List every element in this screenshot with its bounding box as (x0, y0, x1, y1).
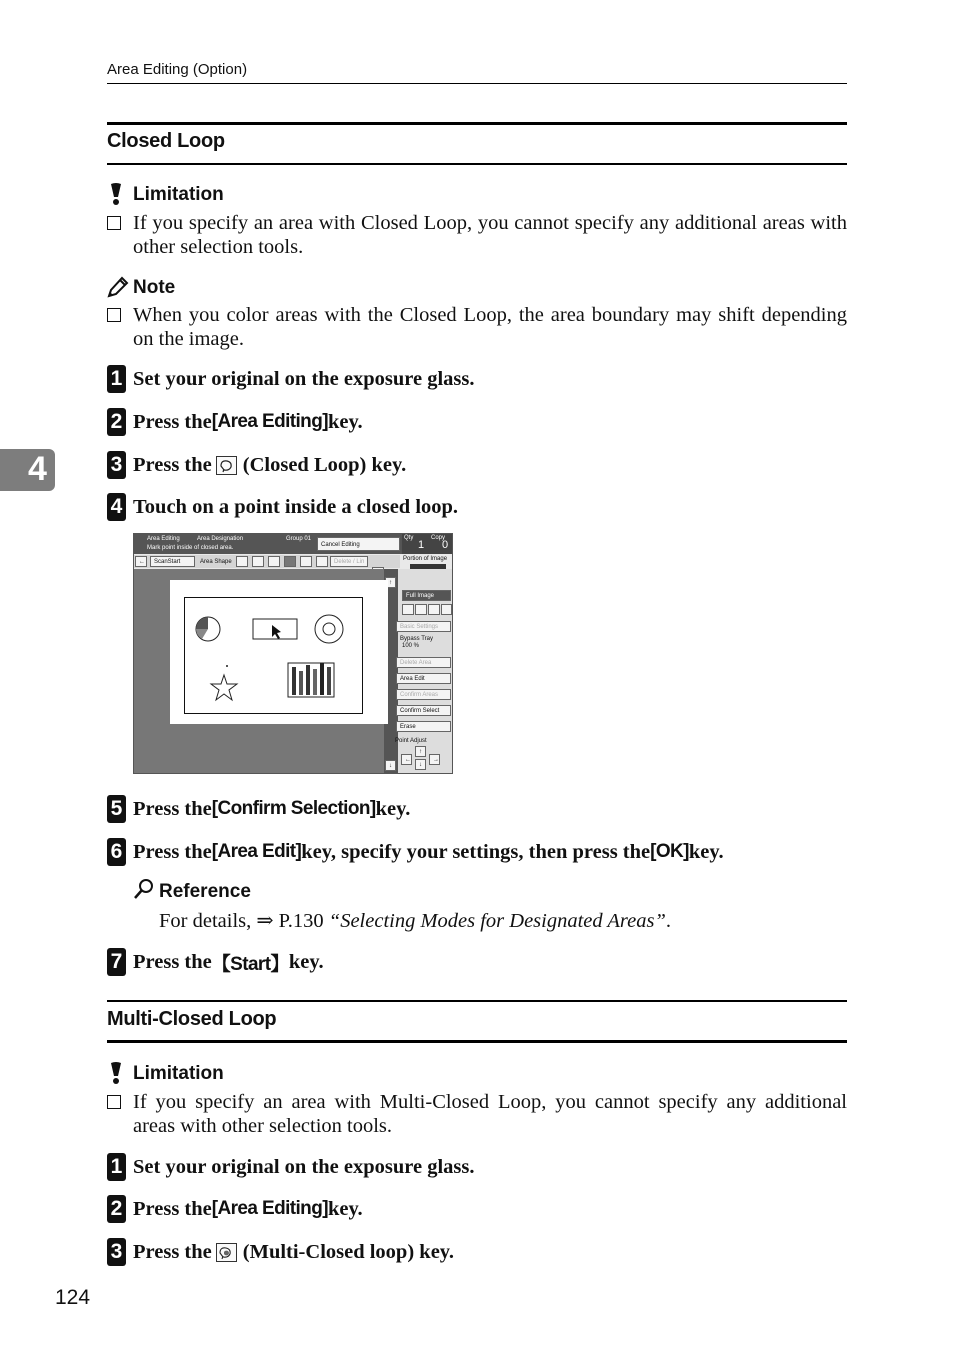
full-image-button[interactable]: Full Image (402, 590, 451, 601)
adjust-right-button[interactable]: → (429, 754, 440, 765)
section2-rule-top (107, 1000, 847, 1002)
step-4: 4 Touch on a point inside a closed loop. (107, 492, 458, 522)
hand-button[interactable] (441, 604, 452, 615)
running-head: Area Editing (Option) (107, 61, 248, 78)
step-1: 1 Set your original on the exposure glass. (107, 364, 475, 394)
line-tool-button[interactable] (316, 556, 328, 567)
limitation-item-2: If you specify an area with Multi-Closed Loop, you cannot specify any additional areas with other selection tools. (107, 1090, 847, 1138)
reference-header: Reference (133, 878, 251, 905)
s2-step-2: 2 Press the [Area Editing] key. (107, 1194, 363, 1224)
note-header: Note (107, 275, 175, 301)
closed-loop-tool-button[interactable] (284, 556, 296, 567)
checkbox-bullet-icon (107, 308, 121, 322)
reference-link[interactable]: “Selecting Modes for Designated Areas” (328, 910, 666, 932)
multi-closed-loop-key-icon (216, 1243, 237, 1262)
pan-button[interactable] (428, 604, 440, 615)
adjust-up-button[interactable]: ↑ (415, 746, 426, 757)
zoom-in-button[interactable] (415, 604, 427, 615)
exclamation-icon (107, 1062, 127, 1086)
checkbox-bullet-icon (107, 216, 121, 230)
scroll-down-button[interactable]: ↓ (385, 760, 396, 771)
adjust-left-button[interactable]: ← (401, 754, 412, 765)
basic-settings-button[interactable]: Basic Settings (396, 621, 451, 632)
erase-button[interactable]: Erase (396, 721, 451, 732)
operation-panel-screenshot: Area Editing Area Designation Group 01 Mark point inside of closed area. Cancel Editing Qty 1 Copy 0 ← ScanStart Area Shape Delete / Lin Portion of Image ↑ ↓ Full Image Basic Settings Bypass Tray 100 % Delete Area Area Edit Confirm Areas Confirm Select Erase Point Adjust ↑ ← ↓ → (133, 533, 453, 774)
chapter-tab: 4 (0, 449, 55, 491)
page-number: 124 (55, 1286, 91, 1309)
section-title-multi-closed-loop: Multi-Closed Loop (107, 1008, 277, 1030)
delete-area-button[interactable]: Delete Area (396, 657, 451, 668)
magnifier-icon (133, 878, 155, 905)
confirm-select-button[interactable]: Confirm Select (396, 705, 451, 716)
s2-step-1: 1 Set your original on the exposure glass. (107, 1152, 475, 1182)
zoom-out-button[interactable] (402, 604, 414, 615)
exclamation-icon (107, 183, 127, 207)
checkbox-bullet-icon (107, 1095, 121, 1109)
limitation-header: Limitation (107, 182, 224, 208)
scan-start-button[interactable]: ScanStart (150, 556, 195, 567)
pencil-icon (107, 276, 127, 300)
scroll-up-button[interactable]: ↑ (385, 577, 396, 588)
step-2: 2 Press the [Area Editing] key. (107, 407, 363, 437)
limitation-header-2: Limitation (107, 1061, 224, 1087)
step-7: 7 Press the 【Start】 key. (107, 947, 324, 977)
step-3: 3 Press the (Closed Loop) key. (107, 450, 406, 480)
step-5: 5 Press the [Confirm Selection] key. (107, 794, 410, 824)
confirm-areas-button[interactable]: Confirm Areas (396, 689, 451, 700)
note-item: When you color areas with the Closed Loop, the area boundary may shift depending on the image. (107, 303, 847, 351)
header-rule (107, 83, 847, 84)
document-preview (184, 597, 364, 715)
step-6: 6 Press the [Area Edit] key, specify your settings, then press the [OK] key. (107, 837, 724, 867)
scroll-left-button[interactable]: ← (135, 556, 147, 567)
section2-rule-bottom (107, 1040, 847, 1043)
multi-loop-tool-button[interactable] (300, 556, 312, 567)
shape-rect-button[interactable] (236, 556, 248, 567)
adjust-down-button[interactable]: ↓ (415, 759, 426, 770)
section-title-closed-loop: Closed Loop (107, 130, 225, 152)
shape-polygon-button[interactable] (268, 556, 280, 567)
section-rule-bottom (107, 163, 847, 165)
s2-step-3: 3 Press the (Multi-Closed loop) key. (107, 1237, 454, 1267)
delete-line-button[interactable]: Delete / Lin (330, 556, 368, 567)
area-edit-button[interactable]: Area Edit (396, 673, 451, 684)
cancel-editing-button[interactable]: Cancel Editing (317, 537, 400, 551)
panel-title-bar: Area Editing Area Designation Group 01 Mark point inside of closed area. (134, 534, 402, 554)
limitation-item: If you specify an area with Closed Loop, you cannot specify any additional areas with other selection tools. (107, 211, 847, 259)
closed-loop-key-icon (216, 456, 237, 475)
reference-text: For details, ⇒ P.130 “Selecting Modes for Designated Areas”. (159, 910, 672, 932)
section-rule-top (107, 122, 847, 125)
shape-grid-button[interactable] (252, 556, 264, 567)
